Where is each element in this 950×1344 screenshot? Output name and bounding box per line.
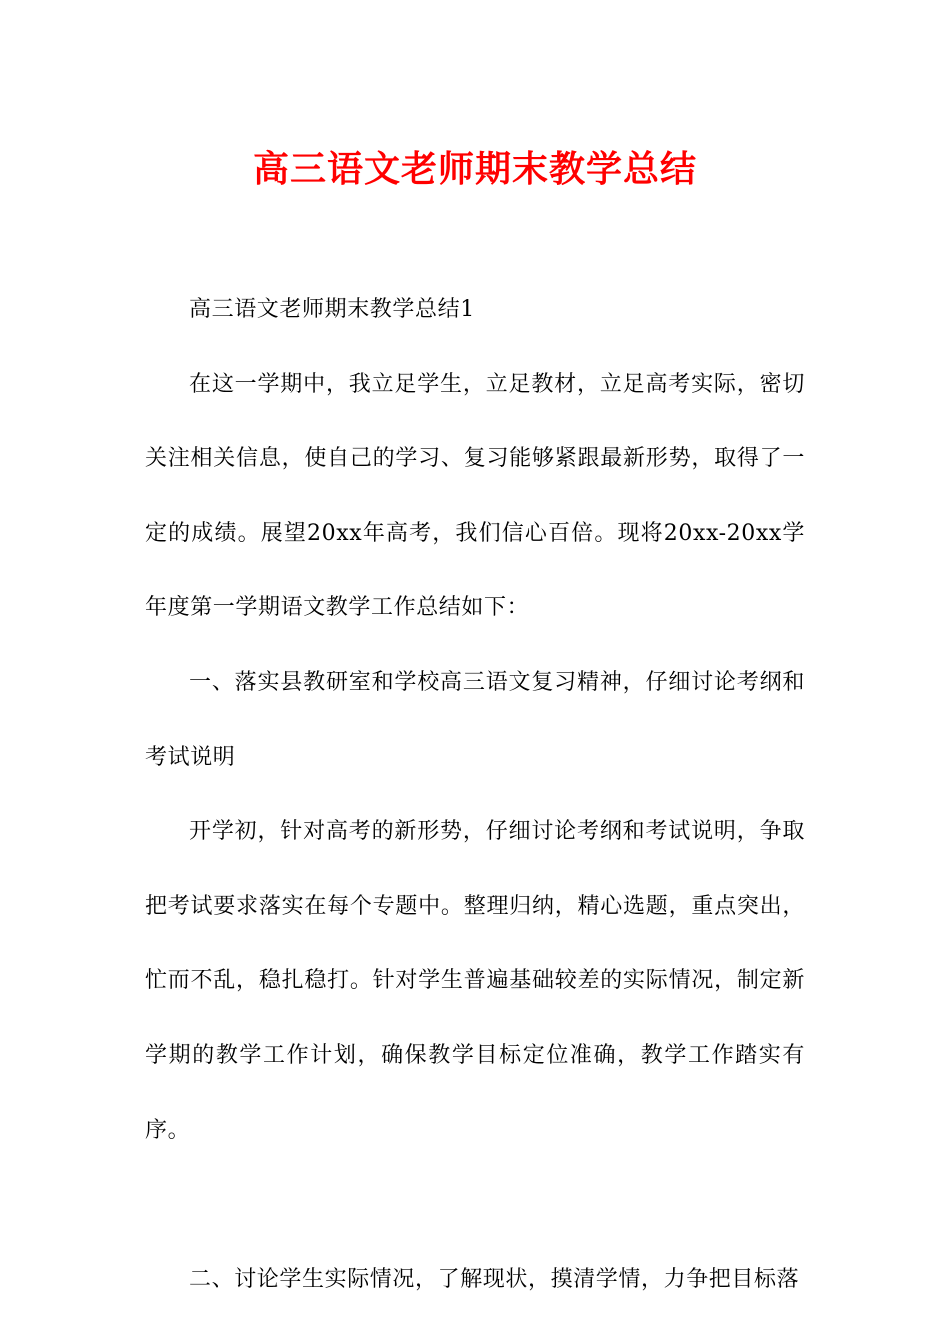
section-heading-one: 一、落实县教研室和学校高三语文复习精神，仔细讨论考纲和考试说明 xyxy=(145,669,805,770)
section-heading-1: 高三语文老师期末教学总结1 xyxy=(189,297,475,322)
document-title: 高三语文老师期末教学总结 xyxy=(252,149,697,190)
document-body xyxy=(145,273,805,1317)
paragraph-intro: 在这一学期中，我立足学生，立足教材，立足高考实际，密切关注相关信息，使自己的学习、复习能够紧跟最新形势，取得了一定的成绩。展望20xx年高考，我们信心百倍。现将20xx-20xx学年度第一学期语文教学工作总结如下： xyxy=(145,371,805,621)
paragraph-section-one: 开学初，针对高考的新形势，仔细讨论考纲和考试说明，争取把考试要求落实在每个专题中。整理归纳，精心选题，重点突出，忙而不乱，稳扎稳打。针对学生普遍基础较差的实际情况，制定新学期的教学工作计划，确保教学目标定位准确，教学工作踏实有序。 xyxy=(145,819,805,1143)
section-heading-two: 二、讨论学生实际情况，了解现状，摸清学情，力争把目标落 xyxy=(189,1266,800,1292)
